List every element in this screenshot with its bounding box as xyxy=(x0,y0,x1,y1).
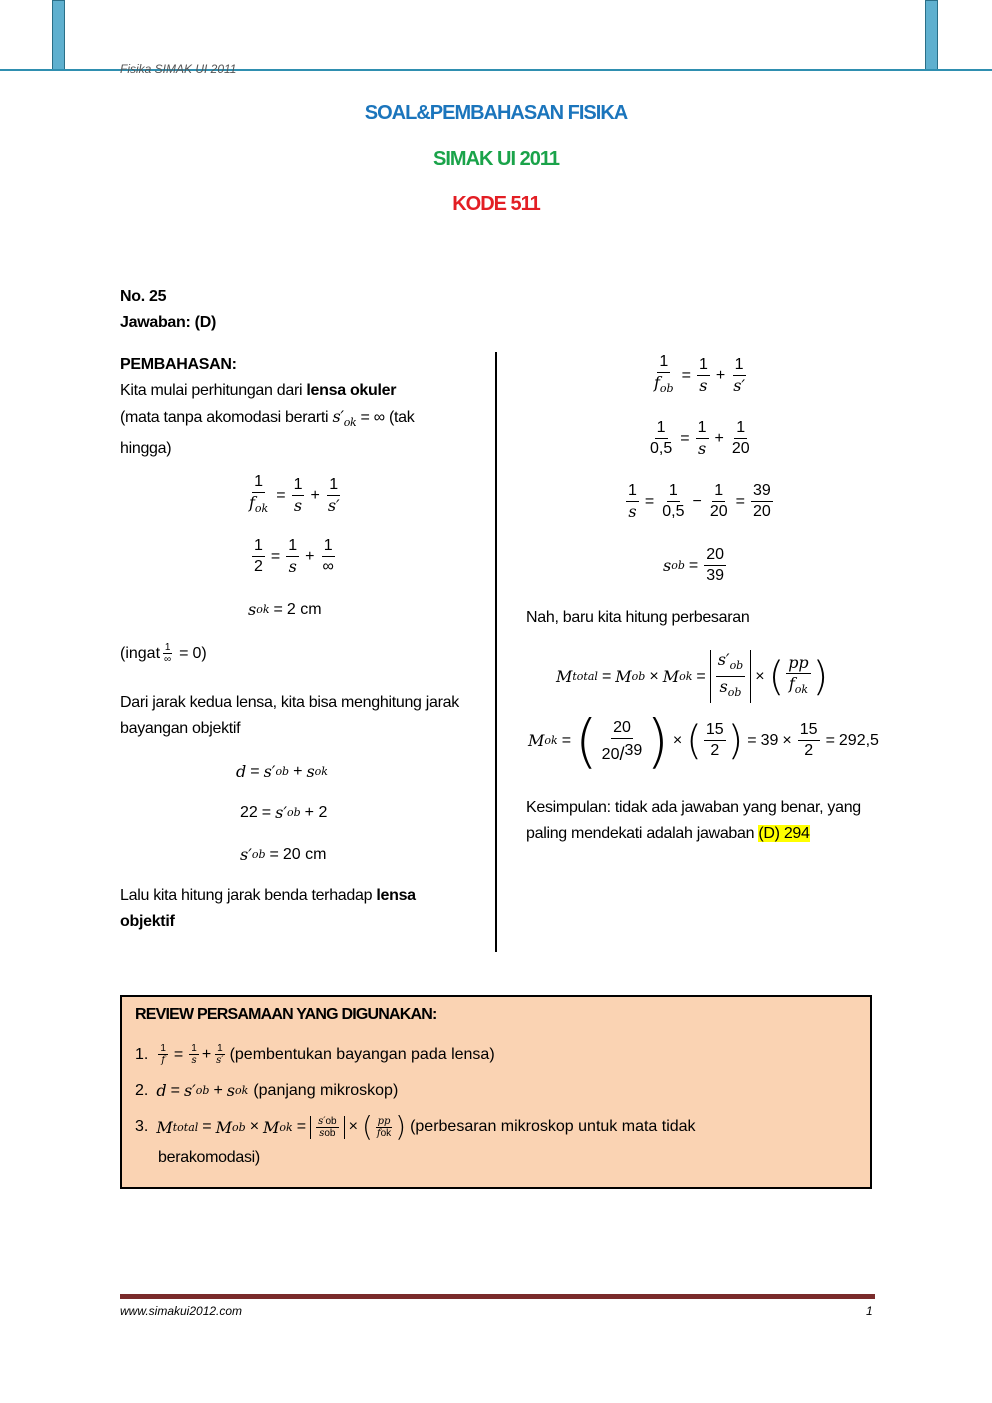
page-number: 1 xyxy=(866,1304,873,1318)
header-left-tab xyxy=(52,0,65,70)
paragraph-objektif: Lalu kita hitung jarak benda terhadap lensa objektif xyxy=(120,887,416,930)
header-right-tab xyxy=(925,0,938,70)
intro-text-2: (mata tanpa akomodasi berarti xyxy=(120,409,333,426)
paragraph-jarak: Dari jarak kedua lensa, kita bisa menghitung jarak bayangan objektif xyxy=(120,694,459,737)
intro-paragraph: Kita mulai perhitungan dari lensa okuler (mata tanpa akomodasi berarti $s'_{ok}$ = ∞ (tak hingga) xyxy=(120,382,415,457)
pembahasan-heading: PEMBAHASAN: xyxy=(120,356,237,373)
intro-text-1: Kita mulai perhitungan dari xyxy=(120,382,307,399)
footer-rule xyxy=(120,1294,875,1299)
review-item-2: 2. d = s′ ob + s ok (panjang mikroskop) xyxy=(135,1081,399,1100)
intro-bold: lensa okuler xyxy=(306,382,397,399)
review-item-3: 3. M total = M ob × M ok = $\frac{s'ob}{\text{sob}}$ × ( $\frac{pp}{\text{fok}}$ ) (perbesaran mikroskop untuk mata tidak xyxy=(135,1110,696,1143)
equation-objektif-values: $\frac{1}{0,5}$ = $\frac{1}{s}$ + $\frac{1}{20}$ xyxy=(650,419,750,458)
equation-m-total: M total = M ob × M ok = $\frac{s'_{ob}}{s_{ob}}$ × ( $\frac{pp}{f_{ok}}$ ) xyxy=(556,650,828,703)
running-title: Fisika SIMAK UI 2011 xyxy=(120,62,237,76)
footer-url: www.simakui2012.com xyxy=(120,1304,243,1318)
equation-22: 22 = s′ ob + 2 xyxy=(240,803,328,822)
title-line3: KODE 511 xyxy=(452,193,540,215)
equation-s-ob-prime: s′ ob = 20 cm xyxy=(240,845,327,864)
equation-lens-okuler: $\frac{1}{f_{ok}}$ = $\frac{1}{s}$ + $\frac{1}{s'}$ xyxy=(249,473,340,515)
equation-s-ob: s ob = $\frac{20}{39}$ xyxy=(663,546,725,584)
review-item-1: 1. $\frac{1}{f}$ = $\frac{1}{s}$ + $\frac{1}{s'}$ (pembentukan bayangan pada lensa) xyxy=(135,1043,495,1066)
question-number: No. 25 xyxy=(120,288,167,305)
answer-label: Jawaban: (D) xyxy=(120,314,216,331)
equation-s-ok: s ok = 2 cm xyxy=(248,600,322,619)
title-line2: SIMAK UI 2011 xyxy=(433,148,559,170)
intro-text-3: (tak xyxy=(384,409,415,426)
review-title: REVIEW PERSAMAAN YANG DIGUNAKAN: xyxy=(135,1006,437,1023)
conclusion-paragraph: Kesimpulan: tidak ada jawaban yang benar, yang paling mendekati adalah jawaban (D) 294 xyxy=(526,799,861,842)
review-box xyxy=(120,995,872,1189)
equation-m-ok: M ok = ( 20 20 / 39 ) × ( $\frac{15}{2}$ ) = 39 × $\frac{15}{2}$ = 292,5 xyxy=(528,706,879,775)
highlighted-answer: (D) 294 xyxy=(758,825,810,842)
ingat-note: (ingat $\frac{1}{\infty}$ = 0) xyxy=(120,642,207,665)
paragraph-perbesaran: Nah, baru kita hitung perbesaran xyxy=(526,609,750,626)
review-item-3-cont: berakomodasi) xyxy=(158,1149,260,1166)
equation-okuler-values: $\frac{1}{2}$ = $\frac{1}{s}$ + $\frac{1}{\infty}$ xyxy=(254,537,334,576)
equation-panjang-mikroskop: d = s′ ob + s ok xyxy=(236,762,328,781)
column-divider xyxy=(495,352,497,952)
equation-lens-objektif: $\frac{1}{f_{ob}}$ = $\frac{1}{s}$ + $\frac{1}{s'}$ xyxy=(654,353,746,395)
title-line1: SOAL&PEMBAHASAN FISIKA xyxy=(364,102,628,124)
intro-text-4: hingga) xyxy=(120,440,172,457)
equation-solve-s: $\frac{1}{s}$ = $\frac{1}{0,5}$ − $\frac{1}{20}$ = $\frac{39}{20}$ xyxy=(628,482,771,521)
